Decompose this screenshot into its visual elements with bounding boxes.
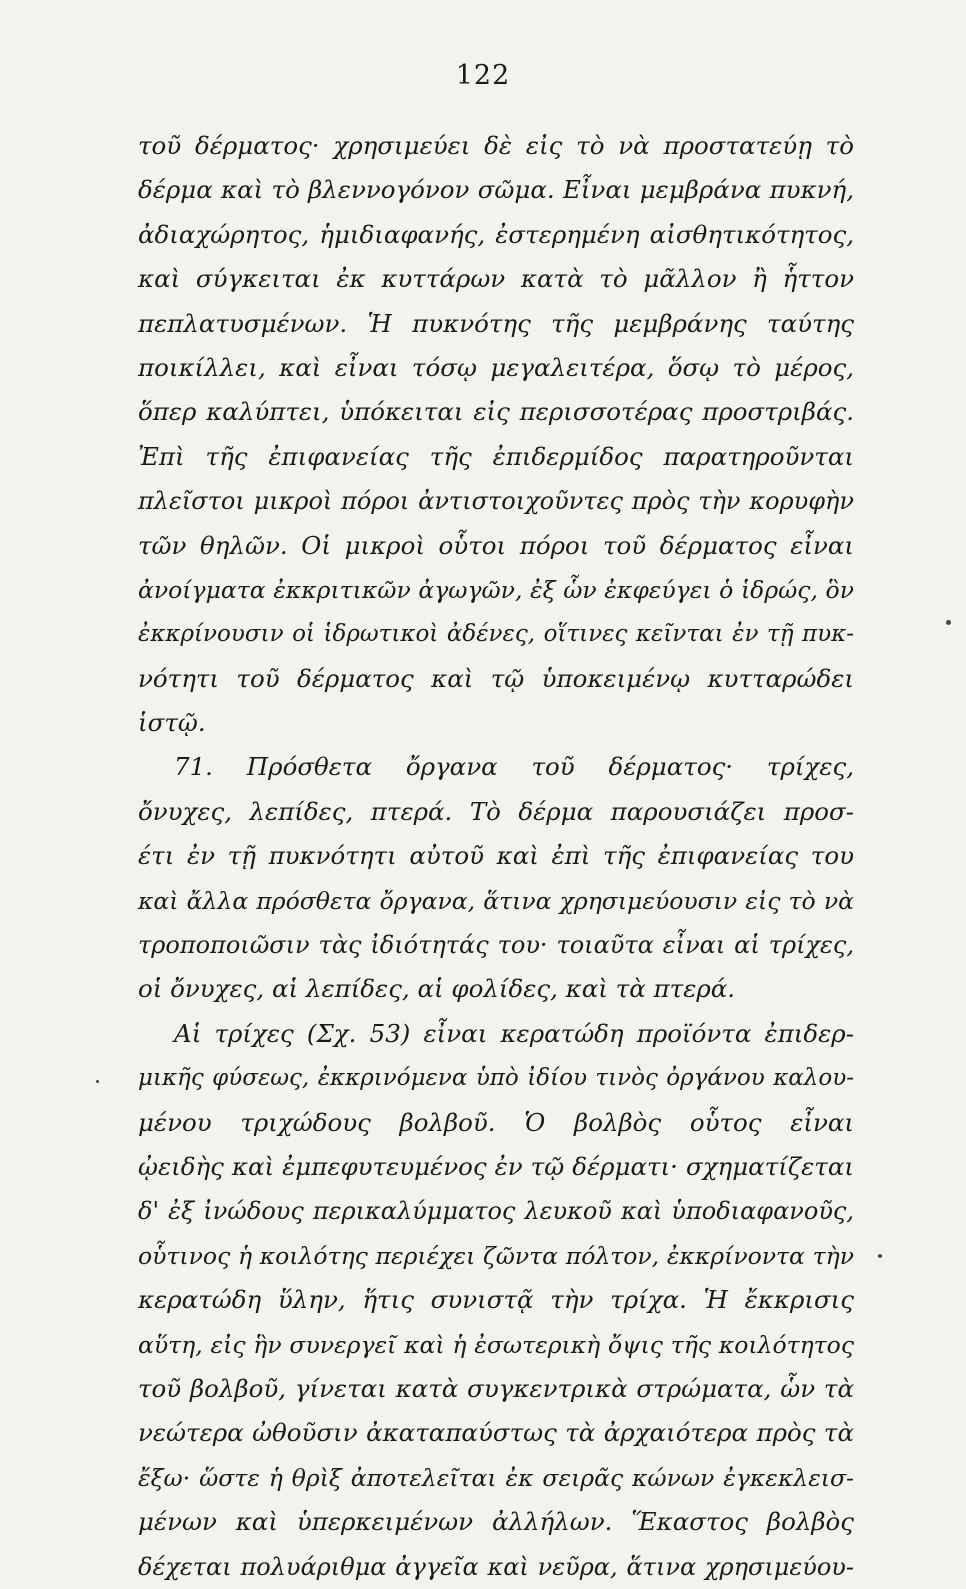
text-line: ποικίλλει, καὶ εἶναι τόσῳ μεγαλειτέρα, ὅσῳ τὸ μέρος, bbox=[138, 352, 854, 382]
paper-speck bbox=[878, 1254, 882, 1258]
text-line: καὶ σύγκειται ἐκ κυττάρων κατὰ τὸ μᾶλλον ἢ ἧττον bbox=[138, 264, 854, 294]
text-line: αὕτη, εἰς ἣν συνεργεῖ καὶ ἡ ἐσωτερικὴ ὄψις τῆς κοιλότητος bbox=[138, 1330, 854, 1359]
paragraph-start-line: Αἱ τρίχες (Σχ. 53) εἶναι κερατώδη προϊόντα ἐπιδερ- bbox=[174, 1018, 854, 1048]
text-line: μικῆς φύσεως, ἐκκρινόμενα ὑπὸ ἰδίου τινὸς ὀργάνου καλου- bbox=[138, 1065, 854, 1092]
text-line: νεώτερα ὠθοῦσιν ἀκαταπαύστως τὰ ἀρχαιότερα πρὸς τὰ bbox=[138, 1418, 854, 1448]
text-line: οὗτινος ἡ κοιλότης περιέχει ζῶντα πόλτον, ἐκκρίνοντα τὴν bbox=[138, 1241, 854, 1270]
paper-speck bbox=[96, 1080, 99, 1083]
text-line: κερατώδη ὕλην, ἥτις συνιστᾷ τὴν τρίχα. Ἡ ἔκκρισις bbox=[138, 1285, 854, 1315]
text-line: νότητι τοῦ δέρματος καὶ τῷ ὑποκειμένῳ κυτταρώδει bbox=[138, 663, 854, 693]
text-line: ἐκκρίνουσιν οἱ ἱδρωτικοὶ ἀδένες, οἵτινες κεῖνται ἐν τῇ πυκ- bbox=[138, 621, 854, 648]
text-line: ἔξω· ὥστε ἡ θρὶξ ἀποτελεῖται ἐκ σειρᾶς κώνων ἐγκεκλεισ- bbox=[138, 1463, 854, 1492]
text-line: ἱστῷ. bbox=[138, 708, 206, 738]
text-line: δ' ἐξ ἰνώδους περικαλύμματος λευκοῦ καὶ ὑποδιαφανοῦς, bbox=[138, 1197, 854, 1226]
text-line: έτι ἐν τῇ πυκνότητι αὐτοῦ καὶ ἐπὶ τῆς ἐπιφανείας του bbox=[138, 841, 854, 871]
text-line: δέρμα καὶ τὸ βλεννογόνον σῶμα. Εἶναι μεμβράνα πυκνή, bbox=[138, 175, 854, 205]
body-text bbox=[138, 124, 854, 1589]
text-line: ὅπερ καλύπτει, ὑπόκειται εἰς περισσοτέρας προστριβάς. bbox=[138, 397, 854, 427]
paper-speck bbox=[946, 620, 951, 625]
text-line: δέχεται πολυάριθμα ἀγγεῖα καὶ νεῦρα, ἅτινα χρησιμεύου- bbox=[138, 1552, 854, 1581]
page-number: 122 bbox=[455, 60, 511, 91]
text-line: καὶ ἄλλα πρόσθετα ὄργανα, ἅτινα χρησιμεύουσιν εἰς τὸ νὰ bbox=[138, 886, 854, 915]
text-line: πλεῖστοι μικροὶ πόροι ἀντιστοιχοῦντες πρὸς τὴν κορυφὴν bbox=[138, 487, 854, 516]
text-line: τῶν θηλῶν. Οἱ μικροὶ οὗτοι πόροι τοῦ δέρματος εἶναι bbox=[138, 530, 854, 560]
text-line: τοῦ δέρματος· χρησιμεύει δὲ εἰς τὸ νὰ προστατεύῃ τὸ bbox=[138, 131, 854, 160]
text-line: ἀνοίγματα ἐκκριτικῶν ἀγωγῶν, ἐξ ὧν ἐκφεύγει ὁ ἱδρώς, ὃν bbox=[138, 575, 854, 604]
text-line: μένων καὶ ὑπερκειμένων ἀλλήλων. Ἕκαστος βολβὸς bbox=[138, 1507, 854, 1537]
text-line: Ἐπὶ τῆς ἐπιφανείας τῆς ἐπιδερμίδος παρατηροῦνται bbox=[138, 441, 854, 471]
text-line: μένου τριχώδους βολβοῦ. Ὁ βολβὸς οὗτος εἶναι bbox=[138, 1107, 854, 1137]
text-line: τοῦ βολβοῦ, γίνεται κατὰ συγκεντρικὰ στρώματα, ὧν τὰ bbox=[138, 1373, 854, 1403]
text-line: πεπλατυσμένων. Ἡ πυκνότης τῆς μεμβράνης ταύτης bbox=[138, 308, 854, 338]
text-line: οἱ ὄνυχες, αἱ λεπίδες, αἱ φολίδες, καὶ τὰ πτερά. bbox=[138, 974, 736, 1004]
text-line: τροποποιῶσιν τὰς ἰδιότητάς του· τοιαῦτα εἶναι αἱ τρίχες, bbox=[138, 931, 854, 960]
section-heading-line: 71. Πρόσθετα ὄργανα τοῦ δέρματος· τρίχες, bbox=[174, 752, 854, 782]
text-line: ὄνυχες, λεπίδες, πτερά. Τὸ δέρμα παρουσιάζει προσ- bbox=[138, 796, 854, 826]
text-line: ἀδιαχώρητος, ἡμιδιαφανής, ἐστερημένη αἰσθητικότητος, bbox=[138, 219, 854, 249]
text-line: ᾠειδὴς καὶ ἐμπεφυτευμένος ἐν τῷ δέρματι· σχηματίζεται bbox=[138, 1151, 854, 1181]
